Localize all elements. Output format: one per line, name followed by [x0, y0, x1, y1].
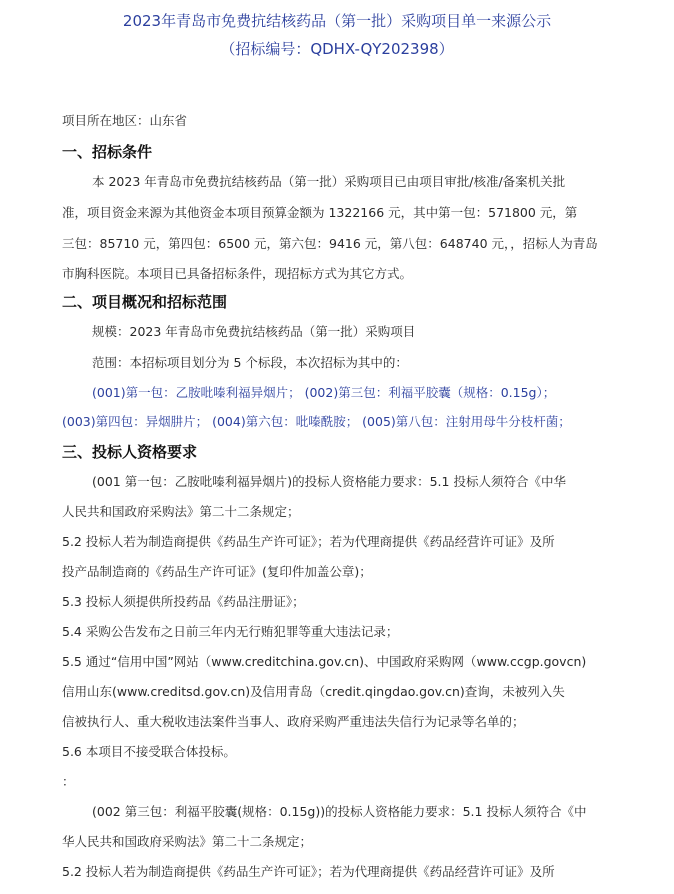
- qualification-line: 5.2 投标人若为制造商提供《药品生产许可证》；若为代理商提供《药品经营许可证》及所: [62, 534, 555, 549]
- qualification-line: (002 第三包：利福平胶囊(规格：0.15g))的投标人资格能力要求：5.1 投标人须符合《中: [92, 804, 587, 819]
- lot-list-line: (001)第一包：乙胺吡嗪利福异烟片； (002)第三包：利福平胶囊（规格：0.15g）；: [92, 385, 556, 400]
- tender-conditions-line: 三包：85710 元，第四包：6500 元，第六包：9416 元，第八包：648740 元，，招标人为青岛: [62, 236, 598, 251]
- qualification-line: 5.4 采购公告发布之日前三年内无行贿犯罪等重大违法记录；: [62, 624, 399, 639]
- tender-number: （招标编号：QDHX-QY202398）: [220, 40, 454, 58]
- qualification-line: 5.6 本项目不接受联合体投标。: [62, 744, 236, 759]
- qualification-line: 人民共和国政府采购法》第二十二条规定；: [62, 504, 300, 519]
- qualification-line: 信用山东(www.creditsd.gov.cn)及信用青岛（credit.qingdao.gov.cn)查询，未被列入失: [62, 684, 565, 699]
- project-scope: 范围：本招标项目划分为 5 个标段，本次招标为其中的：: [92, 355, 408, 370]
- qualification-line: 投产品制造商的《药品生产许可证》(复印件加盖公章)；: [62, 564, 372, 579]
- qualification-line: 5.3 投标人须提供所投药品《药品注册证》；: [62, 594, 305, 609]
- qualification-line: 5.5 通过“信用中国”网站（www.creditchina.gov.cn)、中国政府采购网（www.ccgp.govcn): [62, 654, 587, 669]
- section-heading-qualifications: 三、投标人资格要求: [62, 443, 198, 461]
- qualification-line: 信被执行人、重大税收违法案件当事人、政府采购严重违法失信行为记录等名单的；: [62, 714, 525, 729]
- qualification-line: 华人民共和国政府采购法》第二十二条规定；: [62, 834, 313, 849]
- section-heading-project-overview: 二、项目概况和招标范围: [62, 293, 228, 311]
- lot-list-line: (003)第四包：异烟肼片； (004)第六包：吡嗪酰胺； (005)第八包：注射用母牛分枝杆菌；: [62, 414, 571, 429]
- section-heading-tender-conditions: 一、招标条件: [62, 143, 153, 161]
- tender-conditions-line: 市胸科医院。本项目已具备招标条件，现招标方式为其它方式。: [62, 266, 413, 281]
- qualification-line: (001 第一包：乙胺吡嗪利福异烟片)的投标人资格能力要求：5.1 投标人须符合《中华: [92, 474, 566, 489]
- separator-colon: ：: [62, 774, 75, 789]
- tender-conditions-line: 本 2023 年青岛市免费抗结核药品（第一批）采购项目已由项目审批/核准/备案机关批: [92, 174, 566, 189]
- tender-conditions-line: 准，项目资金来源为其他资金本项目预算金额为 1322166 元，其中第一包：571800 元，第: [62, 205, 578, 220]
- qualification-line: 5.2 投标人若为制造商提供《药品生产许可证》；若为代理商提供《药品经营许可证》及所: [62, 864, 555, 879]
- project-region: 项目所在地区：山东省: [62, 113, 188, 128]
- project-scale: 规模：2023 年青岛市免费抗结核药品（第一批）采购项目: [92, 324, 416, 339]
- document-title: 2023年青岛市免费抗结核药品（第一批）采购项目单一来源公示: [122, 12, 552, 30]
